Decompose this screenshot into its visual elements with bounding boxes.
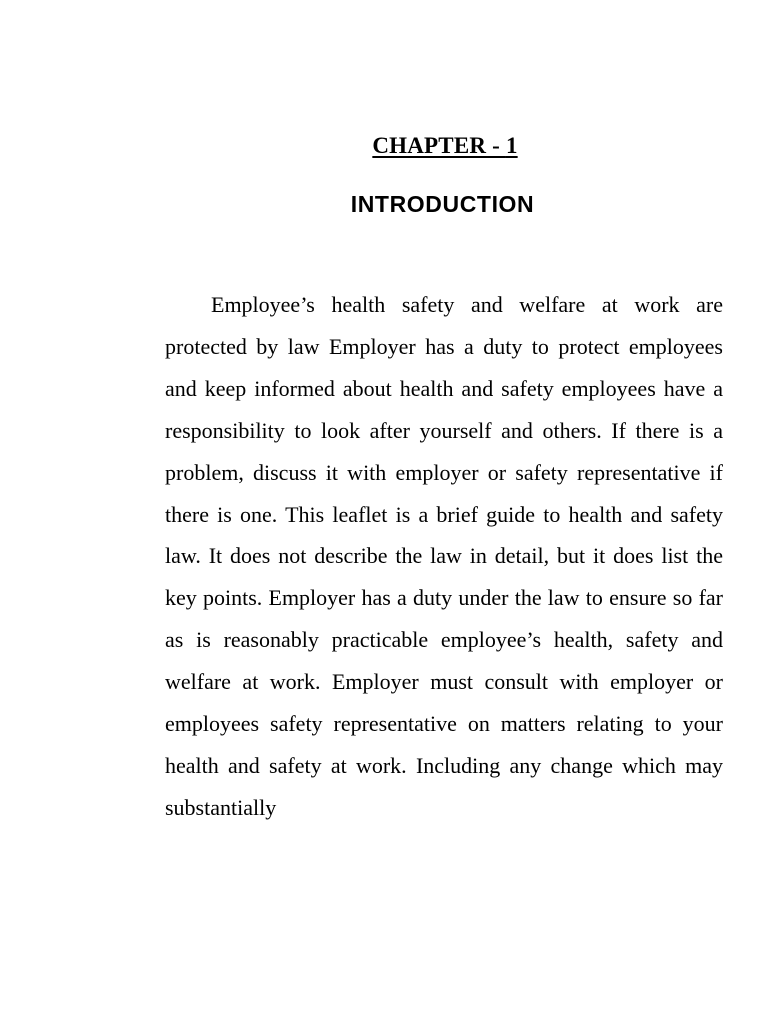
chapter-number: 1 bbox=[505, 133, 518, 158]
chapter-heading bbox=[330, 131, 560, 161]
section-title: INTRODUCTION bbox=[350, 191, 535, 217]
chapter-prefix: CHAPTER - bbox=[372, 133, 506, 158]
body-paragraph: Employee’s health safety and welfare at work are protected by law Employer has a duty to protect employees and keep informed about health and safety employees have a responsibility to look after yourself and others. If there is a problem, discuss it with employer or safety representative if there is one. This leaflet is a brief guide to health and safety law. It does not describe the law in detail, but it does list the key points. Employer has a duty under the law to ensure so far as is reasonably practicable employee’s health, safety and welfare at work. Employer must consult with employer or employees safety representative on matters relating to your health and safety at work. Including any change which may substantially bbox=[165, 292, 723, 820]
